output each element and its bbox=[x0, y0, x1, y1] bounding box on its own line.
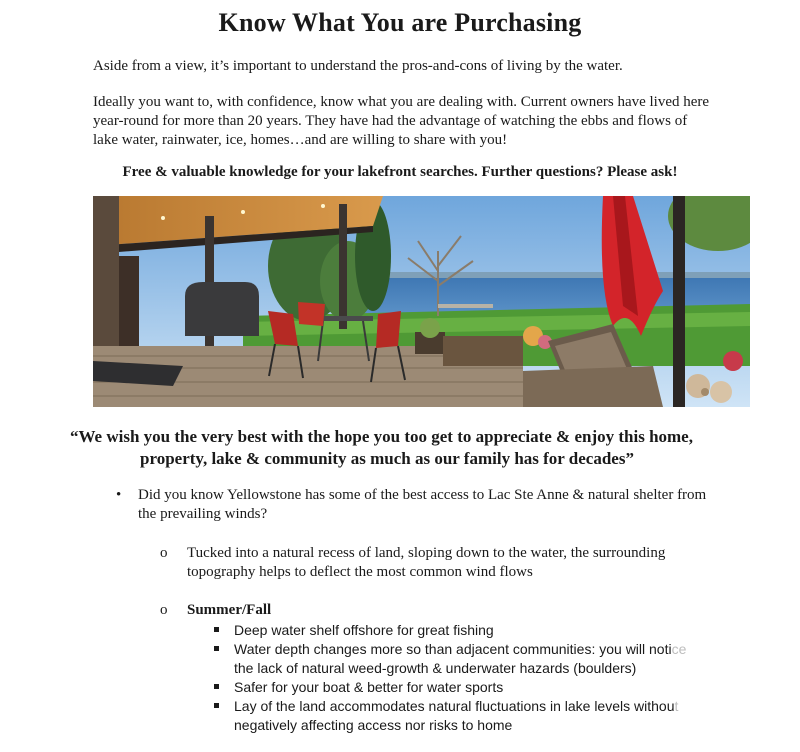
list-item bbox=[210, 678, 710, 697]
sub-bullet-marker: o bbox=[160, 602, 168, 618]
list-item-text-main: Lay of the land accommodates natural fluctuations in lake levels withou bbox=[234, 698, 675, 714]
knowledge-callout: Free & valuable knowledge for your lakefront searches. Further questions? Please ask! bbox=[122, 164, 678, 180]
square-bullet-icon bbox=[214, 703, 219, 708]
lakefront-deck-photo bbox=[93, 196, 750, 407]
summer-fall-heading: Summer/Fall bbox=[187, 602, 272, 618]
list-item-text-main: Water depth changes more so than adjacent communities: you will noti bbox=[234, 641, 672, 657]
list-item bbox=[210, 621, 710, 640]
quote-line-2: property, lake & community as much as our family has for decades” bbox=[140, 449, 634, 468]
list-item bbox=[210, 640, 710, 678]
quote-line-1: “We wish you the very best with the hope you too get to appreciate & enjoy this home, bbox=[70, 427, 693, 446]
square-bullet-icon bbox=[214, 684, 219, 689]
bullet-text: Did you know Yellowstone has some of the best access to Lac Ste Anne & natural shelter from the prevailing winds? bbox=[138, 487, 707, 522]
page-title: Know What You are Purchasing bbox=[218, 8, 582, 37]
square-bullet-icon bbox=[214, 627, 219, 632]
list-item-text: Deep water shelf offshore for great fishing bbox=[234, 622, 494, 638]
square-bullet-icon bbox=[214, 646, 219, 651]
sub-list-item bbox=[160, 601, 460, 620]
list-item-text-continued: the lack of natural weed-growth & underwater hazards (boulders) bbox=[234, 660, 637, 676]
list-item-text bbox=[234, 697, 710, 735]
list-item-text-continued: negatively affecting access nor risks to home bbox=[234, 717, 513, 733]
summer-fall-list bbox=[210, 621, 710, 735]
deck-scene-illustration bbox=[93, 196, 750, 407]
sub-bullet-text: Tucked into a natural recess of land, sloping down to the water, the surrounding topography helps to deflect the most common wind flows bbox=[187, 545, 666, 580]
owners-paragraph: Ideally you want to, with confidence, know what you are dealing with. Current owners have lived here year-round for more than 20 years. They have had the advantage of watching the ebbs and flows of lake water, rainwater, ice, homes…and are willing to share with you! bbox=[93, 94, 710, 148]
list-item-text-faded: ce bbox=[671, 641, 687, 657]
list-item-text: Safer for your boat & better for water sports bbox=[234, 679, 504, 695]
list-item-text bbox=[234, 640, 710, 678]
list-item bbox=[116, 486, 726, 524]
list-item bbox=[210, 697, 710, 735]
list-item-text-faded: t bbox=[674, 698, 679, 714]
intro-paragraph: Aside from a view, it’s important to understand the pros-and-cons of living by the water. bbox=[93, 58, 623, 74]
sub-bullet-marker: o bbox=[160, 545, 168, 561]
bullet-marker: • bbox=[116, 487, 122, 503]
family-quote bbox=[70, 426, 730, 470]
sub-list-item bbox=[160, 544, 720, 582]
